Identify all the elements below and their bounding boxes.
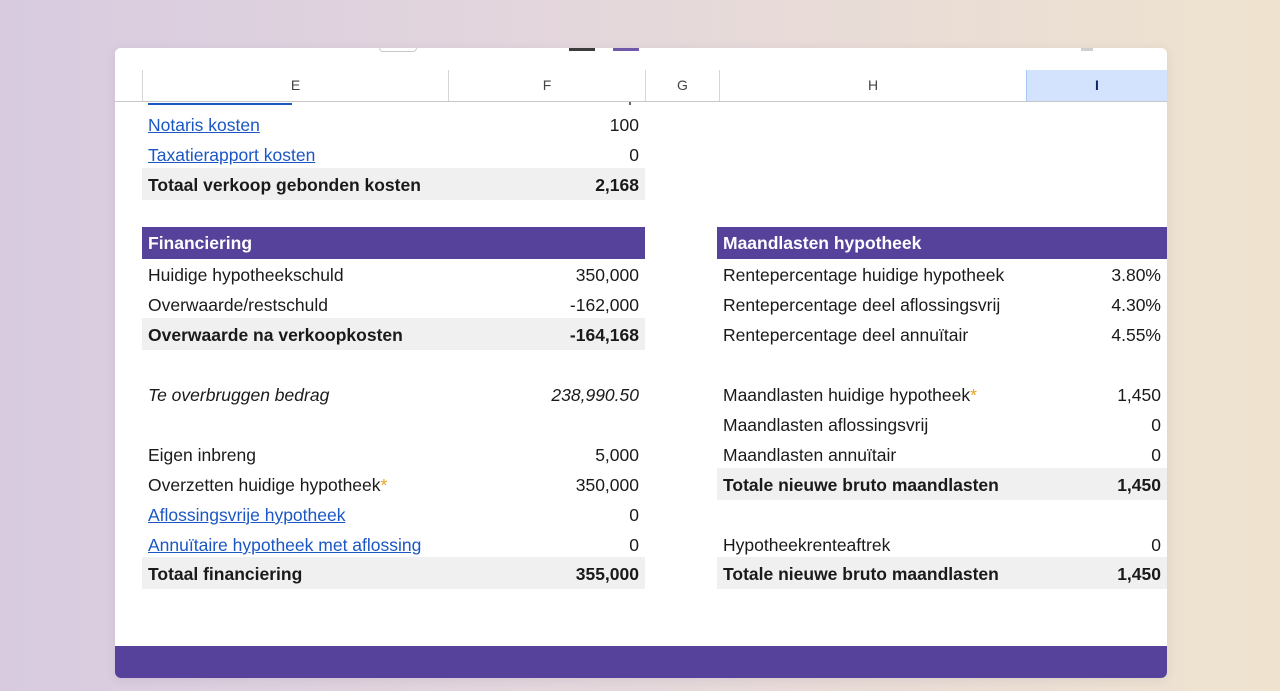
huidige-hypotheekschuld-label[interactable]: Huidige hypotheekschuld <box>148 265 344 285</box>
clipped-cell-mark <box>629 102 631 105</box>
maandlasten-huidige-label[interactable] <box>717 380 1026 410</box>
rente-annuitair-label[interactable]: Rentepercentage deel annuïtair <box>723 325 969 345</box>
aflossingsvrije-hypotheek-link[interactable]: Aflossingsvrije hypotheek <box>148 505 346 525</box>
clipped-link-underline <box>148 103 292 105</box>
notaris-kosten-value[interactable]: 100 <box>609 115 639 135</box>
column-header-h[interactable]: H <box>719 70 1026 101</box>
overzetten-huidige-hypotheek-label[interactable] <box>142 470 448 500</box>
totaal-verkoop-label[interactable]: Totaal verkoop gebonden kosten <box>148 175 421 195</box>
column-header-g[interactable]: G <box>645 70 719 101</box>
totale-maandlasten-na-aftrek-value[interactable]: 1,450 <box>1117 564 1161 584</box>
notaris-kosten-link[interactable]: Notaris kosten <box>148 115 260 135</box>
overzetten-label-text: Overzetten huidige hypotheek <box>148 475 381 495</box>
eigen-inbreng-label[interactable]: Eigen inbreng <box>148 445 256 465</box>
totaal-financiering-value[interactable]: 355,000 <box>575 564 639 584</box>
toolbar-button[interactable] <box>379 48 417 52</box>
footer-bar <box>115 646 1167 678</box>
totale-maandlasten-value[interactable]: 1,450 <box>1117 475 1161 495</box>
overwaarde-restschuld-value[interactable]: -162,000 <box>569 295 639 315</box>
maandlasten-annuitair-value[interactable]: 0 <box>1151 445 1161 465</box>
maandlasten-aflossingsvrij-label[interactable]: Maandlasten aflossingsvrij <box>723 415 929 435</box>
taxatierapport-kosten-value[interactable]: 0 <box>629 145 639 165</box>
taxatierapport-kosten-link[interactable]: Taxatierapport kosten <box>148 145 316 165</box>
rente-aflossingsvrij-value[interactable]: 4.30% <box>1111 295 1161 315</box>
rente-aflossingsvrij-label[interactable]: Rentepercentage deel aflossingsvrij <box>723 295 1001 315</box>
toolbar-strip <box>115 48 1167 70</box>
rente-huidige-value[interactable]: 3.80% <box>1111 265 1161 285</box>
maandlasten-annuitair-label[interactable]: Maandlasten annuïtair <box>723 445 897 465</box>
note-asterisk: * <box>380 475 388 495</box>
maandlasten-aflossingsvrij-value[interactable]: 0 <box>1151 415 1161 435</box>
column-header-e[interactable]: E <box>142 70 448 101</box>
te-overbruggen-bedrag-value[interactable]: 238,990.50 <box>551 385 639 405</box>
column-header-i[interactable]: I <box>1026 70 1167 101</box>
hypotheekrenteaftrek-value[interactable]: 0 <box>1151 535 1161 555</box>
totaal-verkoop-value[interactable]: 2,168 <box>595 175 639 195</box>
text-color-icon[interactable] <box>569 48 595 51</box>
te-overbruggen-bedrag-label[interactable]: Te overbruggen bedrag <box>148 385 330 405</box>
hypotheekrenteaftrek-label[interactable]: Hypotheekrenteaftrek <box>723 535 891 555</box>
annuitaire-hypotheek-link[interactable]: Annuïtaire hypotheek met aflossing <box>148 535 422 555</box>
huidige-hypotheekschuld-value[interactable]: 350,000 <box>575 265 639 285</box>
totaal-financiering-label[interactable]: Totaal financiering <box>148 564 303 584</box>
totale-maandlasten-na-aftrek-label[interactable]: Totale nieuwe bruto maandlasten <box>723 564 999 584</box>
column-header-row <box>115 70 1167 102</box>
financiering-header[interactable]: Financiering <box>142 227 645 259</box>
column-header-f[interactable]: F <box>448 70 645 101</box>
rente-annuitair-value[interactable]: 4.55% <box>1111 325 1161 345</box>
maandlasten-huidige-value[interactable]: 1,450 <box>1117 385 1161 405</box>
spreadsheet-window <box>115 48 1167 678</box>
overwaarde-na-verkoopkosten-label[interactable]: Overwaarde na verkoopkosten <box>148 325 403 345</box>
overwaarde-na-verkoopkosten-value[interactable]: -164,168 <box>569 325 639 345</box>
aflossingsvrije-hypotheek-value[interactable]: 0 <box>629 505 639 525</box>
eigen-inbreng-value[interactable]: 5,000 <box>595 445 639 465</box>
fill-color-icon[interactable] <box>613 48 639 51</box>
overzetten-huidige-hypotheek-value[interactable]: 350,000 <box>575 475 639 495</box>
rente-huidige-label[interactable]: Rentepercentage huidige hypotheek <box>723 265 1005 285</box>
overwaarde-restschuld-label[interactable]: Overwaarde/restschuld <box>148 295 328 315</box>
note-asterisk: * <box>970 385 977 405</box>
totale-maandlasten-label[interactable]: Totale nieuwe bruto maandlasten <box>723 475 999 495</box>
toolbar-more-icon[interactable] <box>1081 48 1093 51</box>
maandlasten-huidige-text: Maandlasten huidige hypotheek <box>723 385 971 405</box>
annuitaire-hypotheek-value[interactable]: 0 <box>629 535 639 555</box>
maandlasten-header[interactable]: Maandlasten hypotheek <box>717 227 1167 259</box>
